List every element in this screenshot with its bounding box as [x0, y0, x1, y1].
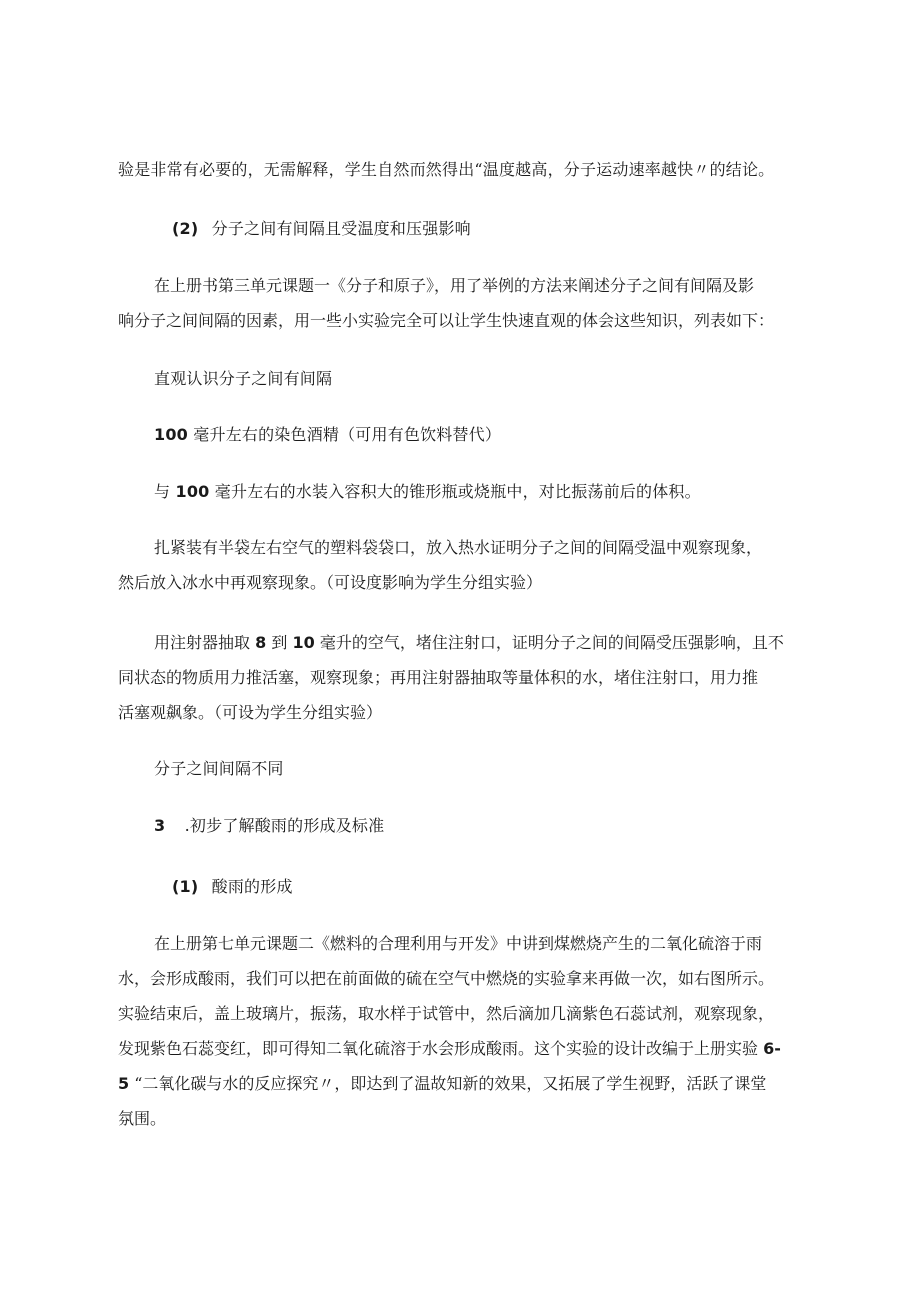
heading-number: (1) — [172, 877, 199, 896]
text: 水，会形成酸雨，我们可以把在前面做的硫在空气中燃烧的实验拿来再做一次，如右图所示。 — [118, 969, 775, 988]
text-line — [154, 369, 332, 389]
paragraph — [118, 268, 808, 338]
text: 在上册第七单元课题二《燃料的合理利用与开发》中讲到煤燃烧产生的二氧化硫溶于雨 — [154, 934, 763, 953]
text-line — [154, 425, 501, 445]
number: 10 — [292, 633, 315, 652]
text-line — [154, 482, 701, 502]
text: 实验结束后，盖上玻璃片，振荡，取水样于试管中，然后滴加几滴紫色石蕊试剂，观察现象， — [118, 1004, 775, 1023]
text: 毫升左右的水装入容积大的锥形瓶或烧瓶中，对比振荡前后的体积。 — [214, 482, 701, 501]
number: 6- — [763, 1039, 781, 1058]
heading-text: 分子之间有间隔且受温度和压强影响 — [211, 219, 471, 238]
text: 氛围。 — [118, 1109, 167, 1128]
text: 响分子之间间隔的因素，用一些小实验完全可以让学生快速直观的体会这些知识，列表如下： — [118, 311, 775, 330]
text-line — [154, 759, 284, 779]
text: 发现紫色石蕊变红，即可得知二氧化硫溶于水会形成酸雨。这个实验的设计改编于上册实验 — [118, 1039, 759, 1058]
text: 活塞观飙象。（可设为学生分组实验） — [118, 703, 383, 722]
text: 毫升的空气，堵住注射口，证明分子之间的间隔受压强影响，且不 — [319, 633, 784, 652]
number: 5 — [118, 1074, 130, 1093]
number: 100 — [154, 425, 188, 444]
text-line — [118, 625, 808, 660]
paragraph — [118, 530, 808, 600]
heading-text: .初步了解酸雨的形成及标准 — [184, 816, 385, 835]
text-line — [118, 1066, 808, 1101]
text-line — [118, 1031, 808, 1066]
heading-number: (2) — [172, 219, 199, 238]
text: 然后放入冰水中再观察现象。（可设度影响为学生分组实验） — [118, 573, 543, 592]
text: “二氧化碳与水的反应探究〃，即达到了温故知新的效果，又拓展了学生视野，活跃了课堂 — [134, 1074, 767, 1093]
section-heading — [172, 877, 293, 897]
text: 扎紧装有半袋左右空气的塑料袋袋口，放入热水证明分子之间的间隔受温中观察现象， — [154, 538, 763, 557]
heading-number: 3 — [154, 816, 166, 835]
text: 同状态的物质用力推活塞，观察现象；再用注射器抽取等量体积的水，堵住注射口，用力推 — [118, 668, 759, 687]
number: 8 — [255, 633, 267, 652]
number: 100 — [175, 482, 210, 501]
text: 与 — [154, 482, 171, 501]
text: 分子之间间隔不同 — [154, 759, 284, 778]
paragraph — [118, 926, 808, 1136]
paragraph — [118, 625, 808, 730]
text: 验是非常有必要的，无需解释，学生自然而然得出“温度越高，分子运动速率越快〃的结论。 — [118, 160, 775, 179]
text-line — [118, 160, 774, 180]
text: 用注射器抽取 — [154, 633, 251, 652]
text: 到 — [271, 633, 288, 652]
section-heading — [172, 219, 471, 239]
text: 在上册书第三单元课题一《分子和原子》，用了举例的方法来阐述分子之间有间隔及影 — [154, 276, 755, 295]
text: 直观认识分子之间有间隔 — [154, 369, 333, 388]
section-heading — [154, 816, 384, 836]
text: 毫升左右的染色酒精（可用有色饮料替代） — [193, 425, 502, 444]
heading-text: 酸雨的形成 — [211, 877, 293, 896]
